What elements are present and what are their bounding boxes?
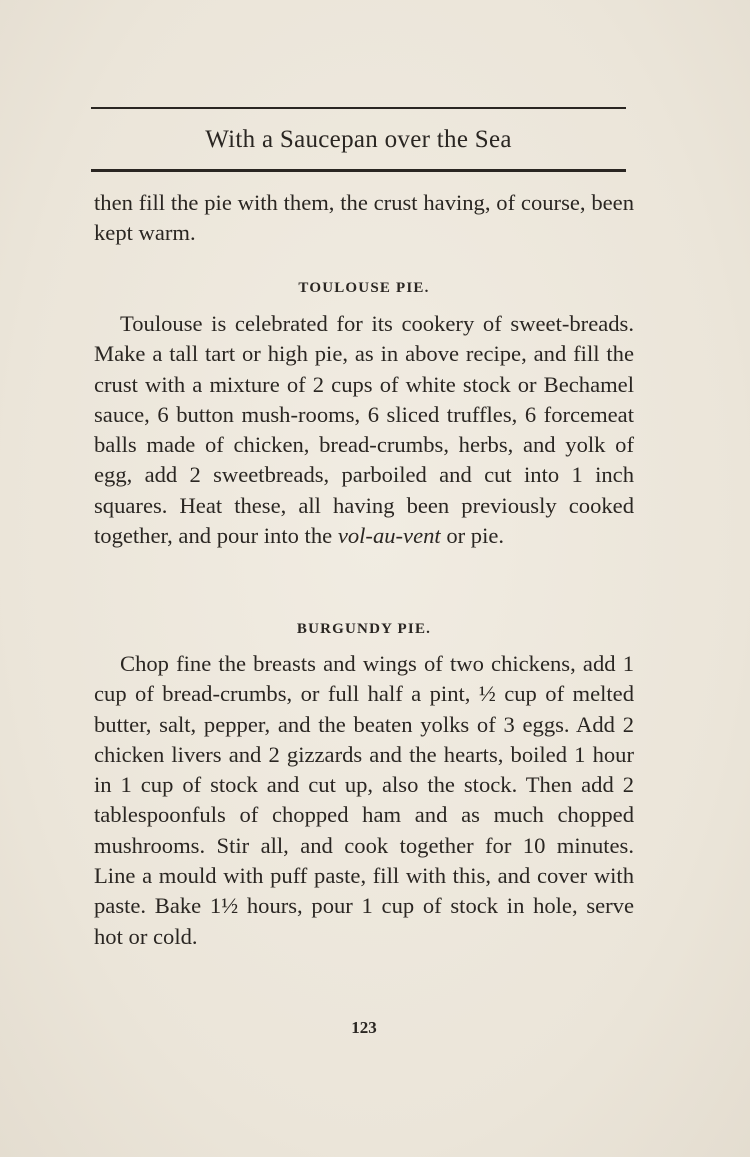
section-heading-burgundy: BURGUNDY PIE. xyxy=(296,621,432,637)
section-heading-toulouse: TOULOUSE PIE. xyxy=(298,280,430,296)
toulouse-text-main: Toulouse is celebrated for its cookery of sweet-breads. Make a tall tart or high pie, as in above recipe, and fill the crust with a mixture of 2 cups of white stock or Bechamel sauce, 6 button mush-rooms, 6 sliced truffles, 6 forcemeat balls made of chicken, bread-crumbs, herbs, and yolk of egg, add 2 sweetbreads, parboiled and cut into 1 inch squares. Heat these, all having been previously cooked together, and pour into the xyxy=(94,311,634,549)
running-head: With a Saucepan over the Sea xyxy=(205,126,512,153)
toulouse-paragraph xyxy=(94,309,634,551)
continuation-paragraph xyxy=(94,188,634,249)
toulouse-text xyxy=(94,309,634,551)
header-top-rule xyxy=(91,107,626,109)
burgundy-text: Chop fine the breasts and wings of two chickens, add 1 cup of bread-crumbs, or full half a pint, ½ cup of melted butter, salt, pepper, and the beaten yolks of 3 eggs. Add 2 chicken livers and 2 gizzards and the hearts, boiled 1 hour in 1 cup of stock and cut up, also the stock. Then add 2 tablespoonfuls of chopped ham and as much chopped mushrooms. Stir all, and cook together for 10 minutes. Line a mould with puff paste, fill with this, and cover with paste. Bake 1½ hours, pour 1 cup of stock in hole, serve hot or cold. xyxy=(94,651,634,949)
toulouse-text-italic: vol-au-vent xyxy=(337,523,441,549)
toulouse-text-end: or pie. xyxy=(440,523,505,549)
burgundy-paragraph xyxy=(94,649,634,952)
header-bottom-rule xyxy=(91,169,626,172)
continuation-text: then fill the pie with them, the crust having, of course, been kept warm. xyxy=(94,190,634,246)
page-number: 123 xyxy=(351,1018,377,1037)
